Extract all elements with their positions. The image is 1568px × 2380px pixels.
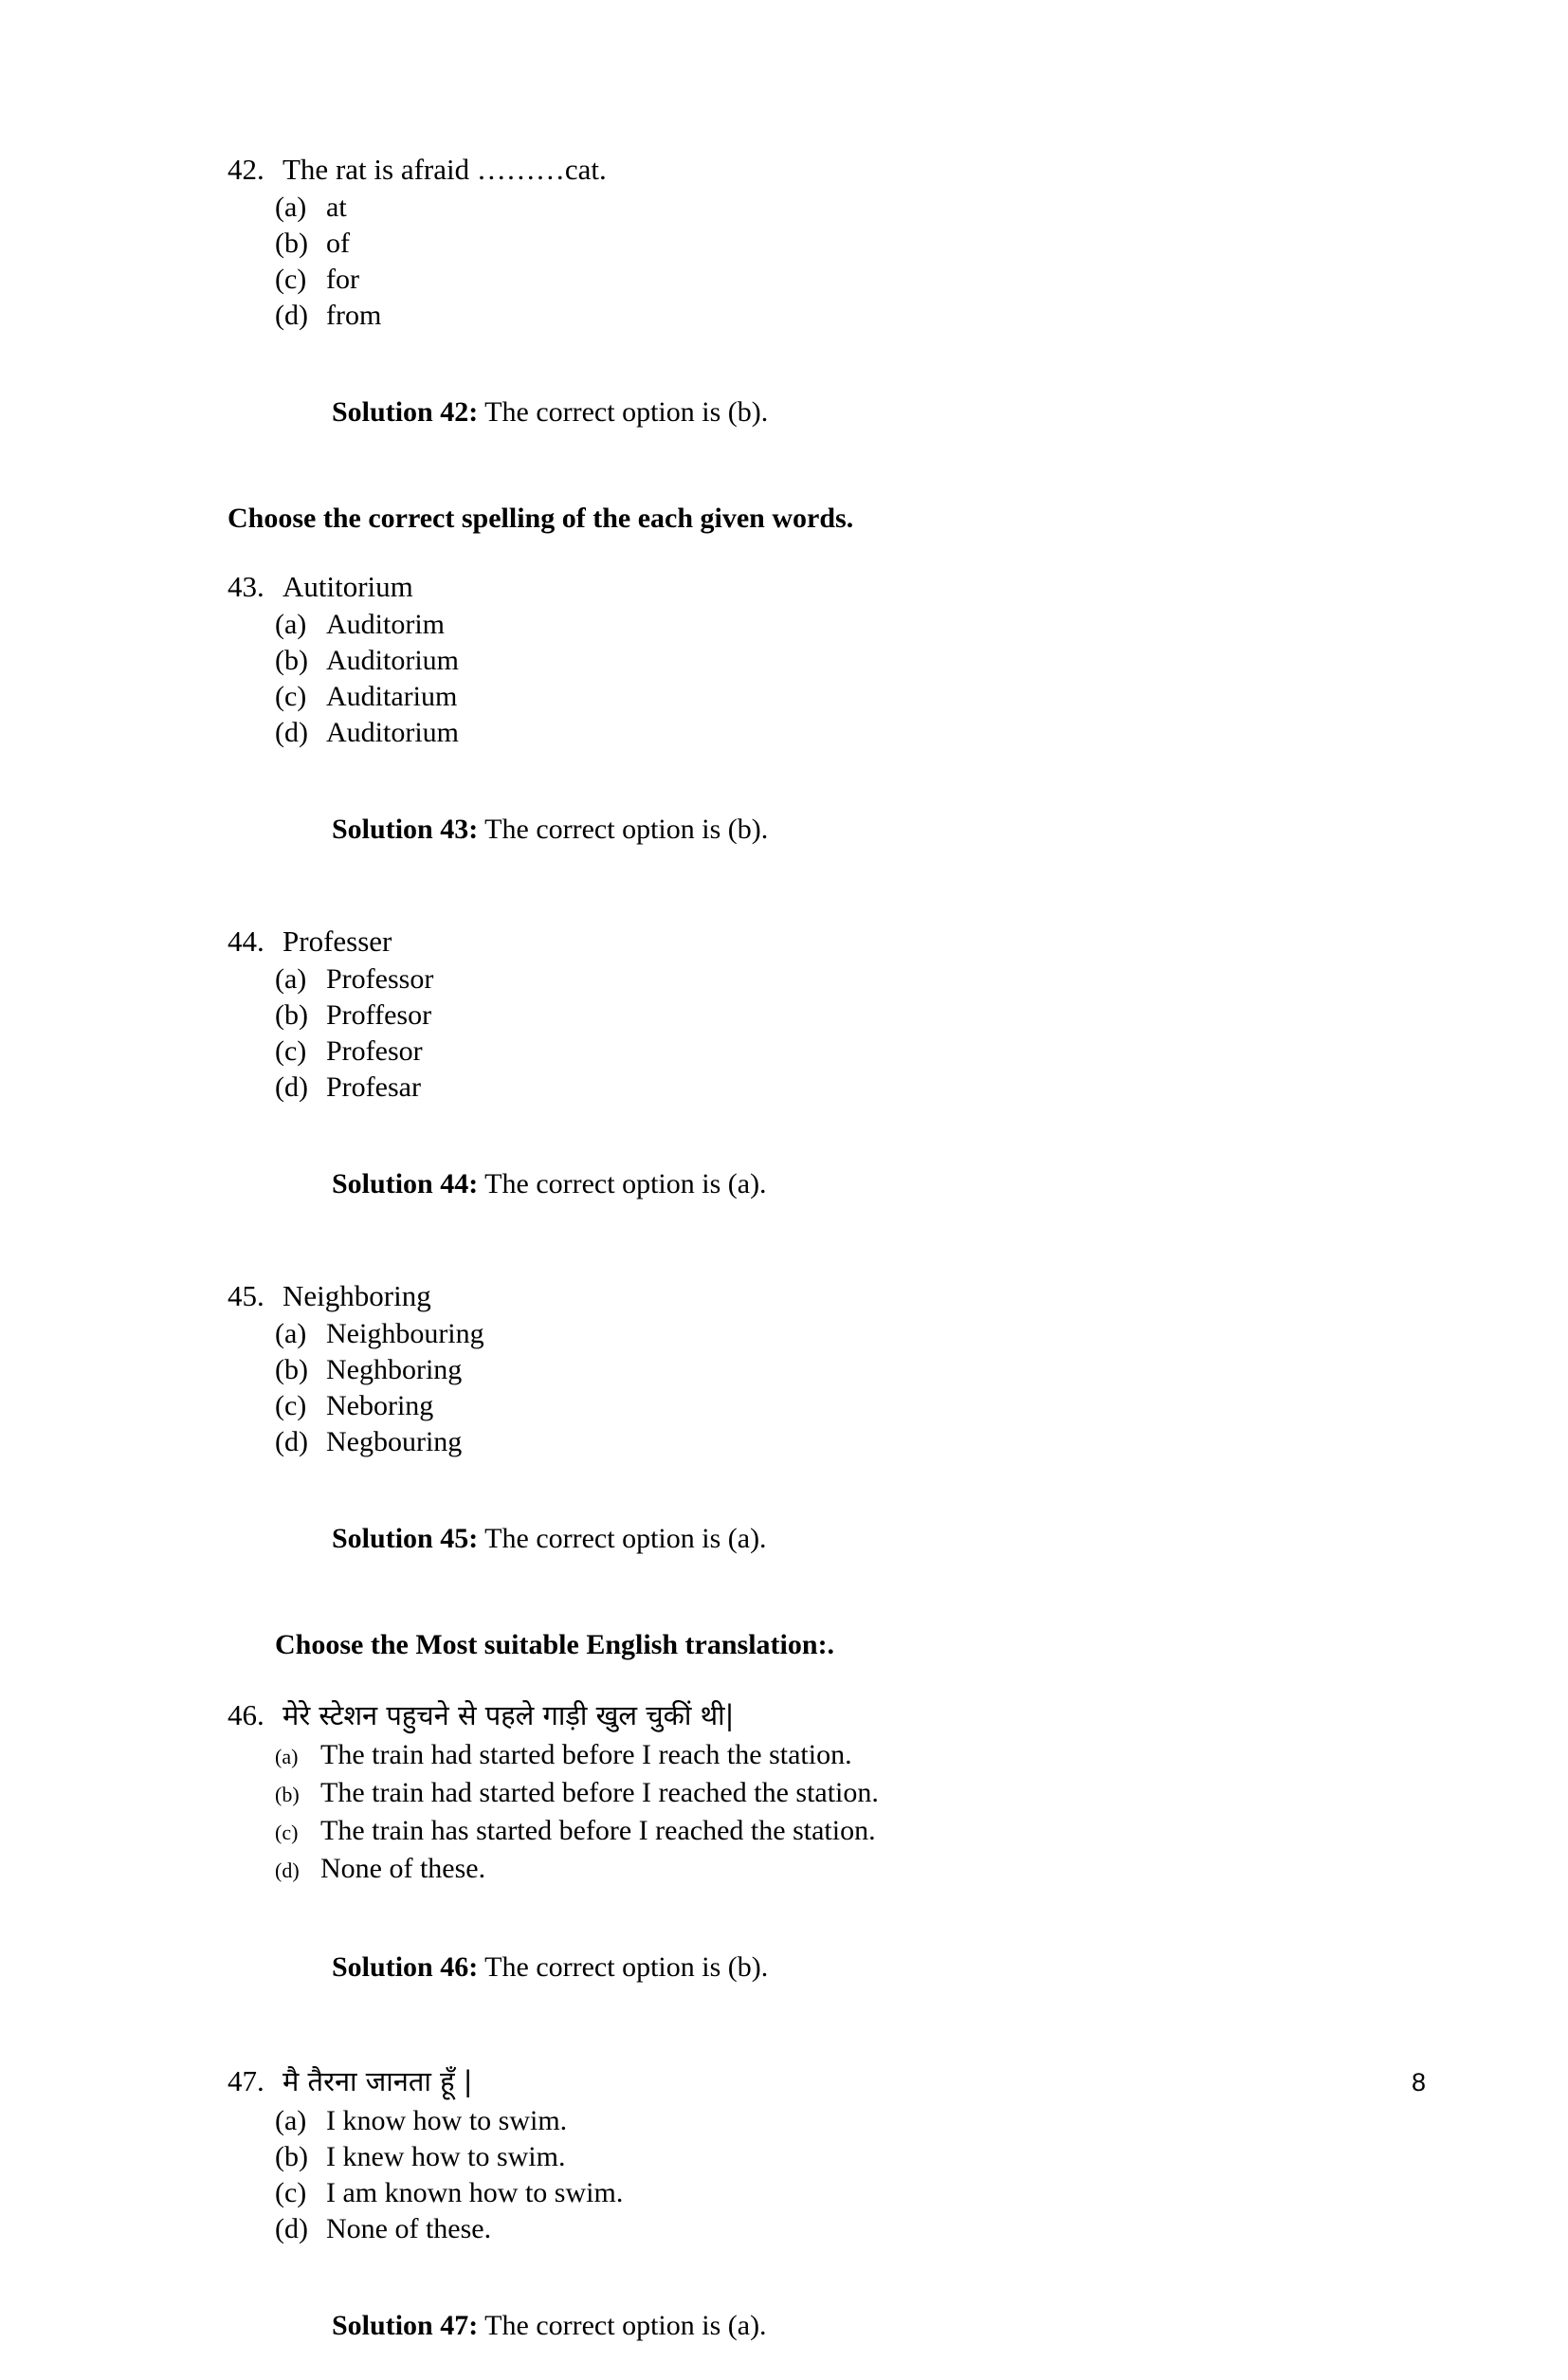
option-text: Negbouring [326,1426,463,1457]
option-item[interactable] [228,1737,1346,1775]
option-item[interactable] [228,643,1346,679]
option-item[interactable] [228,998,1346,1034]
option-item[interactable] [228,1813,1346,1851]
option-text: for [326,264,359,295]
section-heading-translation: Choose the Most suitable English translation:. [275,1629,835,1660]
solution-label: Solution 46: [332,1951,479,1983]
option-list [228,961,1346,1106]
question-block-44 [228,924,1346,1238]
solution-label: Solution 47: [332,2310,479,2341]
option-text: The train had started before I reach the station. [320,1739,852,1770]
option-item[interactable] [228,607,1346,643]
question-line [228,924,1346,960]
option-item[interactable] [228,190,1346,226]
option-text: Neghboring [326,1354,463,1385]
option-item[interactable] [228,262,1346,298]
option-label: (a) [275,1745,299,1768]
option-label: (b) [275,645,308,676]
option-list [228,190,1346,334]
option-label: (b) [275,1354,308,1385]
option-item[interactable] [228,1352,1346,1388]
option-item[interactable] [228,679,1346,715]
option-item[interactable] [228,1034,1346,1070]
option-list [228,2103,1346,2247]
option-item[interactable] [228,715,1346,751]
solution-text: The correct option is (a). [478,2310,767,2341]
option-label: (d) [275,1426,308,1457]
option-label: (d) [275,300,308,331]
question-line [228,2061,1346,2101]
solution-text: The correct option is (b). [478,814,769,845]
option-text: Auditorim [326,609,445,640]
option-item[interactable] [228,226,1346,262]
solution-label: Solution 44: [332,1168,479,1199]
solution-line [228,2272,1346,2380]
solution-line [228,776,1346,884]
option-label: (c) [275,681,307,712]
question-number: 47. [228,2064,264,2097]
spacer [228,2022,1346,2061]
question-text: मेरे स्टेशन पहुचने से पहले गाड़ी खुल चुकीं थी| [283,1699,735,1731]
option-label: (d) [275,1858,300,1882]
question-text: The rat is afraid ………cat. [283,153,607,186]
option-text: of [326,228,350,259]
question-number: 44. [228,925,264,958]
option-label: (b) [275,2141,308,2172]
question-line [228,152,1346,188]
option-label: (b) [275,228,308,259]
option-item[interactable] [228,1388,1346,1424]
solution-text: The correct option is (a). [478,1168,767,1199]
option-text: The train has started before I reached the station. [320,1815,876,1846]
option-label: (a) [275,192,307,223]
option-label: (c) [275,1390,307,1421]
option-item[interactable] [228,2211,1346,2247]
option-item[interactable] [228,2103,1346,2139]
option-label: (b) [275,1783,300,1806]
question-line [228,569,1346,605]
solution-text: The correct option is (a). [478,1523,767,1554]
option-text: Proffesor [326,999,432,1031]
option-text: I know how to swim. [326,2105,568,2136]
option-label: (a) [275,609,307,640]
option-text: at [326,192,347,223]
option-item[interactable] [228,961,1346,998]
solution-label: Solution 42: [332,396,479,428]
option-text: None of these. [320,1853,486,1884]
question-text: मै तैरना जानता हूँ | [283,2065,473,2097]
option-text: I am known how to swim. [326,2177,624,2208]
question-block-46 [228,1695,1346,2022]
question-line [228,1695,1346,1735]
question-block-42 [228,152,1346,467]
solution-line [228,358,1346,467]
option-text: I knew how to swim. [326,2141,566,2172]
spacer [228,1663,1346,1695]
option-list [228,607,1346,751]
spacer [228,537,1346,569]
option-text: Neighbouring [326,1318,484,1349]
option-text: Auditorium [326,645,459,676]
question-text: Neighboring [283,1279,431,1312]
option-list [228,1737,1346,1889]
solution-line [228,1130,1346,1238]
option-item[interactable] [228,1851,1346,1889]
question-line [228,1278,1346,1314]
option-item[interactable] [228,1775,1346,1813]
spacer [228,884,1346,924]
option-text: None of these. [326,2213,492,2244]
question-text: Professer [283,925,392,958]
question-block-47 [228,2061,1346,2380]
option-text: The train had started before I reached the station. [320,1777,879,1808]
question-number: 45. [228,1279,264,1312]
question-block-45 [228,1278,1346,1593]
option-label: (c) [275,2177,307,2208]
option-label: (c) [275,1821,299,1844]
option-label: (a) [275,1318,307,1349]
option-label: (a) [275,2105,307,2136]
option-label: (d) [275,1071,308,1103]
option-item[interactable] [228,1070,1346,1106]
option-text: Auditorium [326,717,459,748]
option-label: (c) [275,1035,307,1067]
question-number: 43. [228,570,264,603]
option-item[interactable] [228,298,1346,334]
option-label: (b) [275,999,308,1031]
page-number: 8 [1411,2068,1426,2096]
question-block-43 [228,569,1346,884]
solution-label: Solution 43: [332,814,479,845]
question-text: Autitorium [283,570,413,603]
option-label: (a) [275,963,307,995]
section-heading-spelling: Choose the correct spelling of the each given words. [228,503,854,534]
option-item[interactable] [228,2175,1346,2211]
option-label: (c) [275,264,307,295]
page-content [228,152,1346,2380]
option-text: from [326,300,382,331]
option-item[interactable] [228,1424,1346,1460]
solution-line [228,1485,1346,1593]
option-text: Auditarium [326,681,458,712]
option-label: (d) [275,717,308,748]
solution-label: Solution 45: [332,1523,479,1554]
option-text: Professor [326,963,434,995]
solution-line [228,1913,1346,2022]
option-label: (d) [275,2213,308,2244]
option-text: Profesor [326,1035,423,1067]
solution-text: The correct option is (b). [478,396,769,428]
option-item[interactable] [228,2139,1346,2175]
spacer [228,1238,1346,1278]
option-item[interactable] [228,1316,1346,1352]
option-text: Neboring [326,1390,434,1421]
option-list [228,1316,1346,1460]
option-text: Profesar [326,1071,421,1103]
question-number: 42. [228,153,264,186]
solution-text: The correct option is (b). [478,1951,769,1983]
question-number: 46. [228,1698,264,1731]
